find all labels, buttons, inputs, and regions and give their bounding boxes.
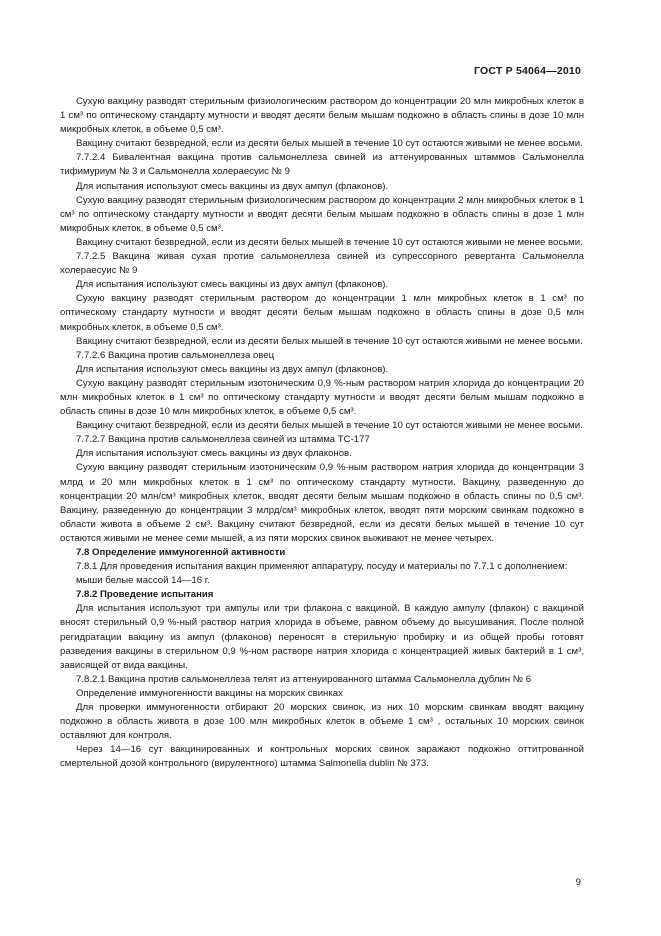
section-title: 7.8.2 Проведение испытания (76, 589, 214, 601)
paragraph: Вакцину считают безвредной, если из десяти белых мышей в течение 10 сут остаются живыми не менее восьми. (76, 236, 583, 248)
paragraph: Сухую вакцину разводят стерильным физиологическим раствором до концентрации 2 млн микробных клеток в 1 см³ по оптическому стандарту мутности и вводят десяти белым мышам подкожно в область спины в дозе 1 млн микробных клеток, в объеме 0,5 см³. (60, 194, 584, 234)
paragraph: Для испытания используют смесь вакцины из двух ампул (флаконов). (76, 279, 389, 291)
section-heading: 7.7.2.4 Бивалентная вакцина против сальмонеллеза свиней из аттенуированных штаммов Сальмонелла тифимуриум № 3 и Сальмонелла холераесуис № 9 (60, 152, 584, 178)
paragraph: Сухую вакцину разводят стерильным изотоническим 0,9 %-ным раствором натрия хлорида до концентрации 20 млн микробных клеток в 1 см³ по оптическому стандарту мутности и вводят десяти белым мышам подкожно в область спины в дозе 10 млн микробных клеток, в объеме 0,5 см³. (60, 377, 584, 418)
paragraph: Сухую вакцину разводят стерильным раствором до концентрации 1 млн микробных клеток в 1 см³ по оптическому стандарту мутности и вводят десяти белым мышам подкожно в область спины в дозе 0,5 млн микробных клеток, в объеме 0,5 см³. (60, 293, 584, 333)
section-title: 7.8 Определение иммуногенной активности (76, 547, 286, 558)
page-number: 9 (575, 877, 581, 888)
paragraph: Сухую вакцину разводят стерильным изотоническим 0,9 %-ным раствором натрия хлорида до концентрации 3 млрд и 20 млн микробных клеток в 1 см³ по оптическому стандарту мутности. Вакцину, разведенную до концентрации 20 млн/см³ микробных клеток, вводят десяти белым мышам подкожно в область спины по 0,5 см³. Вакцину, разведенную до концентрации 3 млрд/см³ микробных клеток, вводят пяти морским свинкам подкожно в области живота в объеме 2 см³. Вакцину считают безвредной, если из десяти белых мышей в течение 10 сут остаются живыми не менее семи мышей, а из пяти морских свинок выживают не менее четырех. (60, 462, 584, 544)
paragraph: 7.8.1 Для проведения испытания вакцин применяют аппаратуру, посуду и материалы по 7.7.1 с дополнением: (76, 561, 568, 573)
paragraph: Вакцину считают безвредной, если из десяти белых мышей в течение 10 сут остаются живыми не менее восьми. (76, 420, 583, 432)
paragraph: Вакцину считают безвредной, если из десяти белых мышей в течение 10 сут остаются живыми не менее восьми. (76, 335, 583, 347)
paragraph: Сухую вакцину разводят стерильным физиологическим раствором до концентрации 20 млн микробных клеток в 1 см³ по оптическому стандарту мутности и вводят десяти белым мышам подкожно в область спины в дозе 10 млн микробных клеток, в объеме 0,5 см³. (60, 96, 584, 136)
section-heading: 7.7.2.7 Вакцина против сальмонеллеза свиней из штамма ТС-177 (76, 434, 370, 446)
document-header: ГОСТ Р 54064—2010 (473, 65, 581, 77)
paragraph: мыши белые массой 14—16 г. (76, 575, 210, 587)
paragraph: Для проверки иммуногенности отбирают 20 морских свинок, из них 10 морским свинкам вводят вакцину подкожно в область живота в дозе 100 млн микробных клеток в объеме 1 см³ , остальных 10 морских свинок оставляют для контроля. (60, 702, 584, 742)
section-heading: 7.8.2.1 Вакцина против сальмонеллеза телят из аттенуированного штамма Сальмонелла дублин № 6 (76, 673, 532, 685)
paragraph: Через 14—16 сут вакцинированных и контрольных морских свинок заражают подкожно оттитрованной смертельной дозой контрольного (вирулентного) штамма Salmonella dublin № 373. (60, 744, 584, 770)
paragraph: Вакцину считают безвредной, если из десяти белых мышей в течение 10 сут остаются живыми не менее восьми. (76, 138, 583, 150)
page-body (60, 95, 584, 772)
section-heading: 7.7.2.6 Вакцина против сальмонеллеза овец (76, 349, 275, 361)
paragraph: Для испытания используют смесь вакцины из двух ампул (флаконов). (76, 180, 389, 192)
section-heading: 7.7.2.5 Вакцина живая сухая против сальмонеллеза свиней из супрессорного ревертанта Сальмонелла холераесуис № 9 (60, 251, 584, 277)
paragraph: Для испытания используют смесь вакцины из двух флаконов. (76, 448, 352, 460)
paragraph: Для испытания используют смесь вакцины из двух ампул (флаконов). (76, 363, 389, 375)
paragraph: Определение иммуногенности вакцины на морских свинках (76, 687, 343, 699)
paragraph: Для испытания используют три ампулы или три флакона с вакциной. В каждую ампулу (флакон) с вакциной вносят стерильный 0,9 %-ный раствор натрия хлорида в объеме, равном объему до высушивания. После полной регидратации вакцину из ампул (флаконов) переносят в стерильную пробирку и из общей пробы готовят разведения вакцины в стерильном 0,9 %-ном растворе натрия хлорида с концентрацией живых бактерий в 1 см³, зависящей от вида вакцины. (60, 603, 584, 671)
